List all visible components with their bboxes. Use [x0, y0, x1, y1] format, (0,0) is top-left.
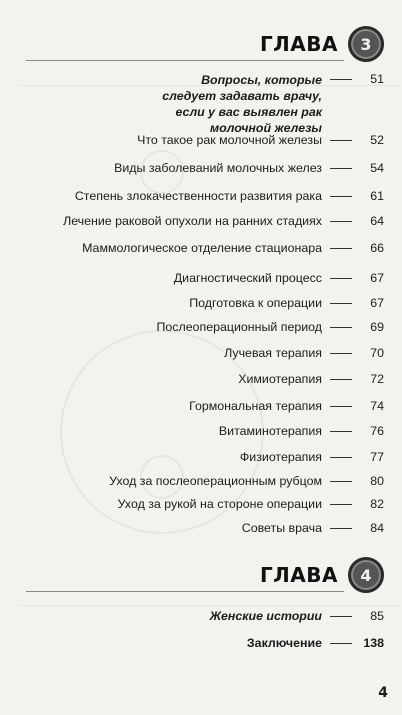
toc-entry[interactable] [20, 609, 384, 624]
page-number: 4 [378, 685, 388, 701]
toc-page-number: 69 [370, 320, 384, 334]
toc-entry-title: Химиотерапия [238, 372, 322, 386]
toc-leader [330, 168, 352, 169]
toc-page-number: 61 [370, 189, 384, 203]
chapter-divider [26, 60, 344, 61]
toc-entry[interactable] [20, 399, 384, 414]
toc-page-number: 80 [370, 474, 384, 488]
toc-page-number: 64 [370, 214, 384, 228]
toc-page-number: 85 [370, 609, 384, 623]
toc-entry[interactable] [20, 372, 384, 387]
toc-leader [330, 140, 352, 141]
toc-entry[interactable] [20, 320, 384, 335]
toc-entry-title: Лечение раковой опухоли на ранних стадиях [63, 214, 322, 228]
toc-entry-title: Маммологическое отделение стационара [82, 241, 322, 255]
toc-entry-title: Послеоперационный период [156, 320, 322, 334]
toc-page-number: 70 [370, 346, 384, 360]
toc-leader [330, 303, 352, 304]
toc-entry-title: Степень злокачественности развития рака [74, 189, 322, 203]
toc-leader [330, 528, 352, 529]
toc-leader [330, 457, 352, 458]
toc-entry[interactable] [20, 450, 384, 465]
toc-entry[interactable] [20, 474, 384, 489]
toc-entry[interactable] [20, 189, 384, 204]
toc-leader [330, 278, 352, 279]
toc-leader [330, 481, 352, 482]
toc-entry[interactable] [20, 296, 384, 311]
toc-leader [330, 379, 352, 380]
toc-entry[interactable] [20, 636, 384, 651]
toc-entry-title: Советы врача [241, 521, 322, 535]
toc-leader [330, 643, 352, 644]
toc-leader [330, 431, 352, 432]
chapter-label: ГЛАВА [259, 32, 338, 56]
toc-page-number: 66 [370, 241, 384, 255]
toc-page-number: 74 [370, 399, 384, 413]
toc-page-number: 84 [370, 521, 384, 535]
toc-entry[interactable] [20, 521, 384, 536]
toc-page-number: 51 [370, 72, 384, 86]
toc-entry[interactable] [20, 214, 384, 229]
toc-leader [330, 248, 352, 249]
toc-entry-title: Женские истории [209, 609, 322, 623]
toc-entry[interactable] [20, 161, 384, 176]
toc-entry-title: Виды заболеваний молочных желез [114, 161, 322, 175]
toc-leader [330, 504, 352, 505]
toc-entry-title: Уход за рукой на стороне операции [117, 497, 322, 511]
toc-page-number: 77 [370, 450, 384, 464]
chapter-number-badge: 3 [348, 26, 384, 62]
toc-leader [330, 327, 352, 328]
toc-leader [330, 221, 352, 222]
toc-entry[interactable] [20, 424, 384, 439]
toc-entry[interactable] [20, 133, 384, 148]
toc-entry-title: Лучевая терапия [224, 346, 322, 360]
chapter-heading-3 [260, 26, 384, 62]
toc-entry[interactable] [150, 72, 384, 136]
toc-entry-title: Заключение [246, 636, 322, 650]
toc-page-number: 138 [363, 636, 384, 650]
toc-entry-title: Физиотерапия [239, 450, 322, 464]
toc-entry[interactable] [20, 271, 384, 286]
toc-leader [330, 353, 352, 354]
toc-leader [330, 196, 352, 197]
toc-leader [330, 79, 352, 80]
chapter-divider [26, 591, 344, 592]
toc-entry[interactable] [20, 497, 384, 512]
toc-entry[interactable] [20, 241, 384, 256]
toc-leader [330, 616, 352, 617]
toc-page-number: 76 [370, 424, 384, 438]
toc-entry-title: Вопросы, которые следует задавать врачу, если у вас выявлен рак молочной железы [162, 73, 322, 135]
toc-entry[interactable] [20, 346, 384, 361]
toc-page-number: 67 [370, 296, 384, 310]
toc-entry-title: Уход за послеоперационным рубцом [109, 474, 322, 488]
toc-entry-title: Диагностический процесс [173, 271, 322, 285]
toc-page-number: 52 [370, 133, 384, 147]
toc-page-number: 72 [370, 372, 384, 386]
ghost-rule [20, 605, 400, 606]
chapter-heading-4 [260, 557, 384, 593]
toc-entry-title: Гормональная терапия [189, 399, 322, 413]
toc-leader [330, 406, 352, 407]
toc-entry-title: Витаминотерапия [218, 424, 322, 438]
toc-page-number: 67 [370, 271, 384, 285]
toc-page-number: 82 [370, 497, 384, 511]
toc-page-number: 54 [370, 161, 384, 175]
chapter-label: ГЛАВА [259, 563, 338, 587]
toc-entry-title: Что такое рак молочной железы [137, 133, 322, 147]
chapter-number-badge: 4 [348, 557, 384, 593]
toc-entry-title: Подготовка к операции [189, 296, 322, 310]
